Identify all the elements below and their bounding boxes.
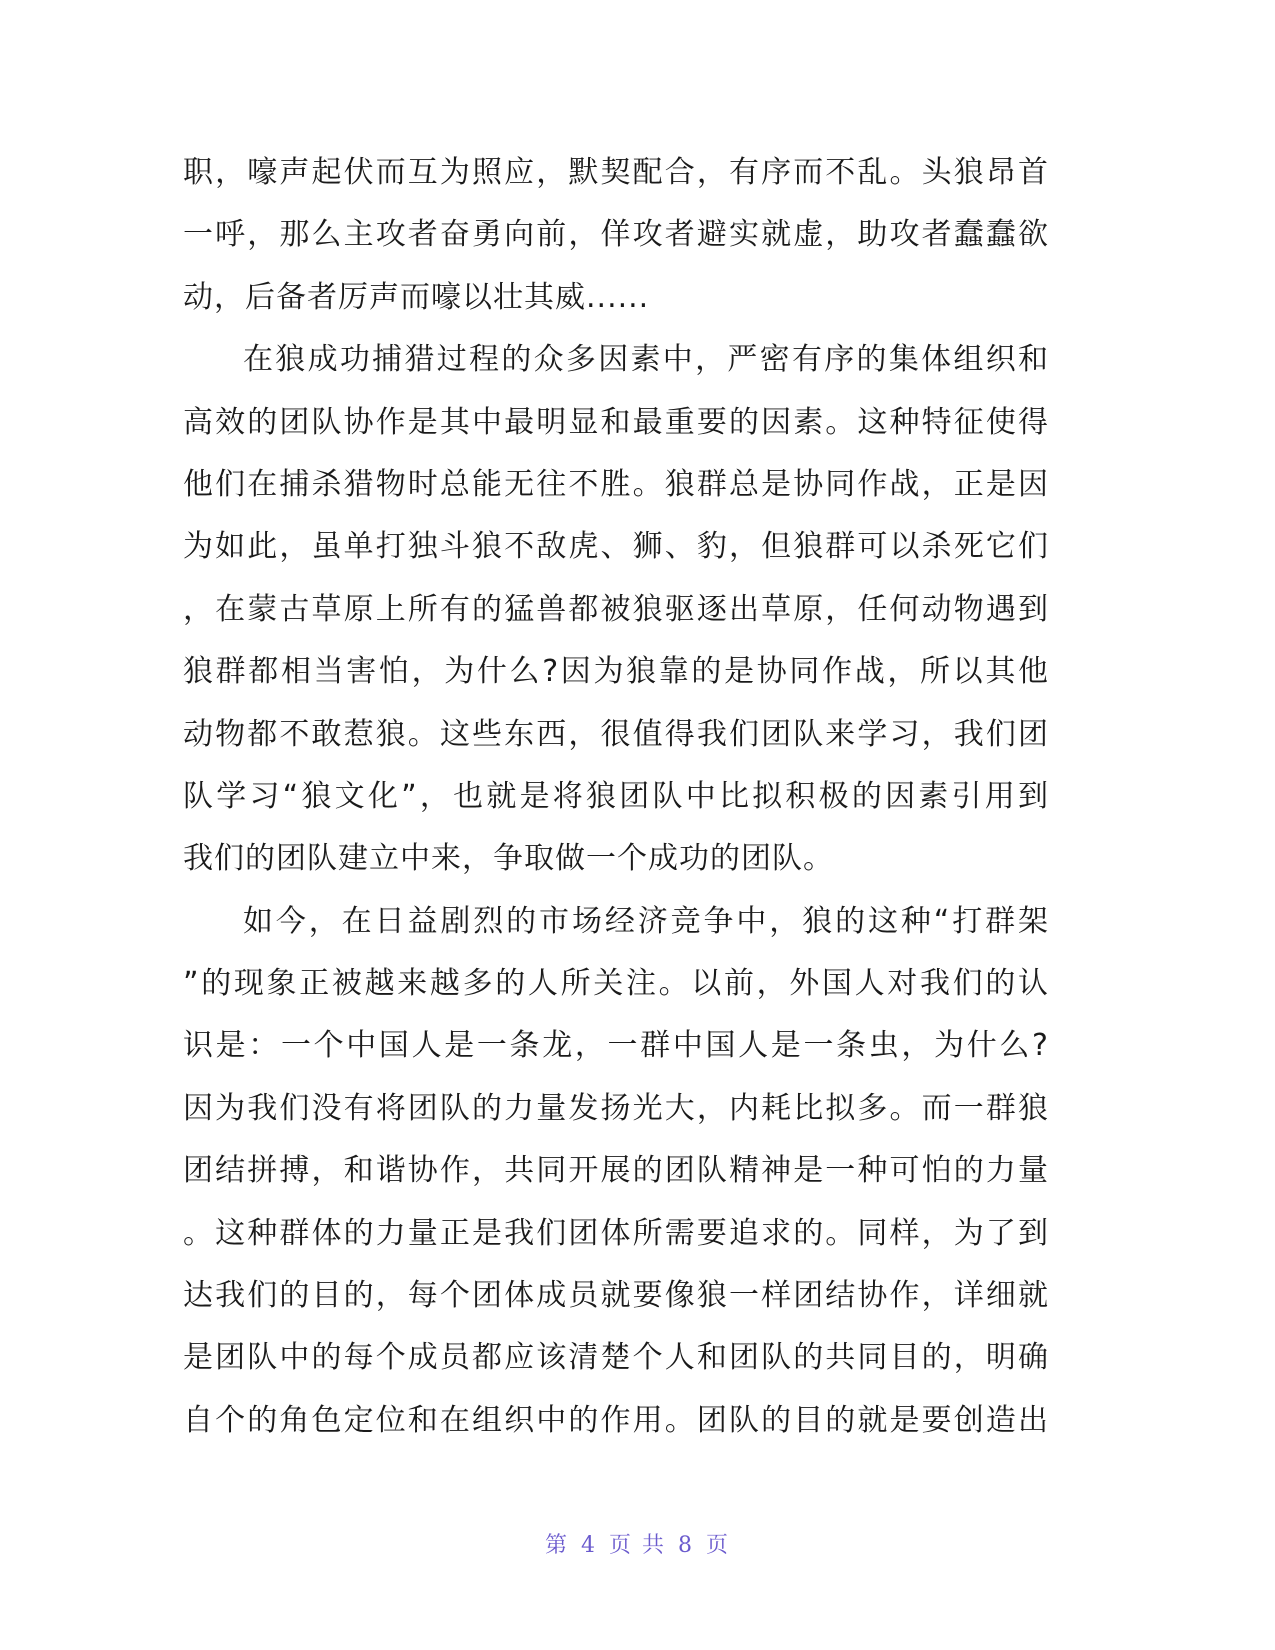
total-pages-number: 8 [678, 1533, 694, 1558]
text-line: 识是：一个中国人是一条龙，一群中国人是一条虫，为什么? [183, 1028, 1049, 1064]
current-page-number: 4 [581, 1533, 597, 1558]
text-line: ”的现象正被越来越多的人所关注。以前，外国人对我们的认 [183, 966, 1049, 1002]
text-line: 为如此，虽单打独斗狼不敌虎、狮、豹，但狼群可以杀死它们 [183, 529, 1049, 565]
text-line: 达我们的目的，每个团体成员就要像狼一样团结协作，详细就 [183, 1278, 1049, 1314]
text-line: 是团队中的每个成员都应该清楚个人和团队的共同目的，明确 [183, 1340, 1049, 1376]
text-line: 一呼，那么主攻者奋勇向前，佯攻者避实就虚，助攻者蠢蠢欲 [183, 217, 1049, 253]
text-line: 我们的团队建立中来，争取做一个成功的团队。 [183, 841, 834, 877]
text-line: 他们在捕杀猎物时总能无往不胜。狼群总是协同作战，正是因 [183, 466, 1049, 502]
paragraph-first-line: 在狼成功捕猎过程的众多因素中，严密有序的集体组织和 [243, 342, 1049, 378]
page-label-mid: 页 共 [609, 1533, 666, 1558]
text-line: 动，后备者厉声而嚎以壮其威...... [183, 279, 650, 315]
text-line: 团结拼搏，和谐协作，共同开展的团队精神是一种可怕的力量 [183, 1153, 1049, 1189]
text-line: 动物都不敢惹狼。这些东西，很值得我们团队来学习，我们团 [183, 716, 1049, 752]
text-line: 职，嚎声起伏而互为照应，默契配合，有序而不乱。头狼昂首 [183, 155, 1049, 190]
document-body [183, 142, 1049, 1452]
text-line: 高效的团队协作是其中最明显和最重要的因素。这种特征使得 [183, 404, 1049, 440]
page-number-footer [0, 1528, 1275, 1559]
paragraph-first-line: 如今，在日益剧烈的市场经济竞争中，狼的这种“打群架 [243, 903, 1049, 939]
page-label-suffix: 页 [706, 1533, 731, 1558]
text-line: 因为我们没有将团队的力量发扬光大，内耗比拟多。而一群狼 [183, 1090, 1049, 1126]
text-line: ，在蒙古草原上所有的猛兽都被狼驱逐出草原，任何动物遇到 [183, 591, 1049, 627]
text-line: 狼群都相当害怕，为什么?因为狼靠的是协同作战，所以其他 [183, 654, 1049, 690]
text-line: 队学习“狼文化”，也就是将狼团队中比拟积极的因素引用到 [183, 778, 1049, 814]
text-line: 。这种群体的力量正是我们团体所需要追求的。同样，为了到 [183, 1215, 1049, 1251]
text-line: 自个的角色定位和在组织中的作用。团队的目的就是要创造出 [183, 1402, 1049, 1438]
page-label-prefix: 第 [544, 1533, 569, 1558]
